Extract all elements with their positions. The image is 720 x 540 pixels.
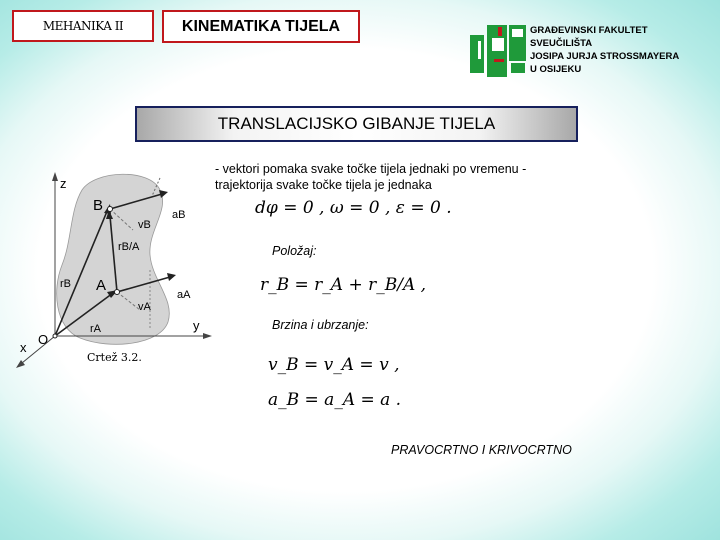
- acceleration-equation-text: a_B = a_A = a .: [268, 390, 402, 410]
- angle-equations: [255, 198, 455, 228]
- velocity-equation: [268, 355, 468, 383]
- faculty-logo: [470, 25, 526, 77]
- figure-caption: Crtež 3.2.: [87, 351, 142, 364]
- label-a: A: [96, 277, 107, 294]
- label-va: vA: [138, 301, 151, 313]
- faculty-line: JOSIPA JURJA STROSSMAYERA: [530, 51, 680, 62]
- description: - vektori pomaka svake točke tijela jednaki po vremenu - trajektorija svake točke tijela je jednaka: [215, 162, 527, 192]
- label-rba: rB/A: [118, 241, 140, 253]
- label-x: x: [20, 340, 27, 355]
- label-ab: aB: [172, 209, 186, 221]
- faculty-name: [530, 24, 720, 76]
- slide-title: TRANSLACIJSKO GIBANJE TIJELA: [135, 106, 578, 142]
- faculty-line: GRAĐEVINSKI FAKULTET: [530, 25, 648, 36]
- origin-point: [53, 334, 57, 338]
- acceleration-equation: [268, 390, 468, 418]
- faculty-line: U OSIJEKU: [530, 64, 582, 75]
- label-rb: rB: [60, 278, 71, 290]
- rigid-body-shape: [57, 174, 170, 344]
- position-equation: [260, 275, 460, 305]
- label-vb: vB: [138, 219, 151, 231]
- faculty-line: SVEUČILIŠTA: [530, 38, 593, 49]
- velocity-acceleration-label: Brzina i ubrzanje:: [272, 318, 369, 332]
- point-a: [115, 290, 120, 295]
- topic-label: KINEMATIKA TIJELA: [162, 10, 360, 43]
- label-ra: rA: [90, 323, 101, 335]
- velocity-equation-text: v_B = v_A = v ,: [268, 355, 400, 375]
- label-b: B: [93, 197, 104, 214]
- label-aa: aA: [177, 289, 191, 301]
- position-label: Položaj:: [272, 244, 317, 258]
- position-equation-text: r_B = r_A + r_B/A ,: [260, 275, 427, 295]
- course-label: MEHANIKA II: [12, 10, 154, 42]
- angle-equations-text: dφ = 0 , ω = 0 , ε = 0 .: [255, 198, 452, 218]
- label-o: O: [38, 332, 49, 347]
- label-y: y: [193, 318, 200, 333]
- label-z: z: [60, 176, 67, 191]
- point-b: [108, 207, 113, 212]
- motion-types-note: PRAVOCRTNO I KRIVOCRTNO: [391, 443, 572, 457]
